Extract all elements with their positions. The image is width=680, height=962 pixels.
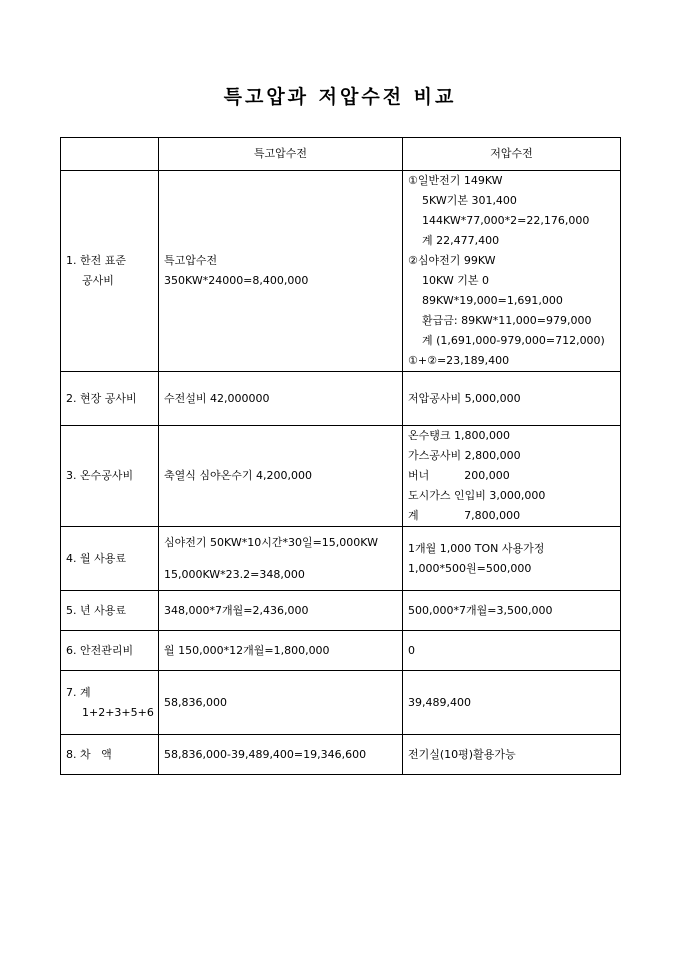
row-label: 4. 월 사용료 [61, 527, 159, 591]
comparison-table [60, 137, 621, 775]
page-title: 특고압과 저압수전 비교 [223, 86, 457, 108]
table-row [61, 591, 621, 631]
low-voltage-cell: ①일반전기 149KW 5KW기본 301,400 144KW*77,000*2=22,176,000 계 22,477,400 ②심야전기 99KW 10KW 기본 0 89KW*19,000=1,691,000 환급금: 89KW*11,000=979,000 계 (1,691,000-979,000=712,000) ①+②=23,189,400 [403, 171, 621, 372]
header-low-voltage: 저압수전 [403, 138, 621, 171]
table-row [61, 426, 621, 527]
row-label: 2. 현장 공사비 [61, 372, 159, 426]
high-voltage-cell: 58,836,000 [159, 671, 403, 735]
row-label: 5. 년 사용료 [61, 591, 159, 631]
high-voltage-cell: 58,836,000-39,489,400=19,346,600 [159, 735, 403, 775]
low-voltage-cell: 온수탱크 1,800,000 가스공사비 2,800,000 버너 200,000 도시가스 인입비 3,000,000 계 7,800,000 [403, 426, 621, 527]
high-voltage-cell: 348,000*7개월=2,436,000 [159, 591, 403, 631]
header-row [61, 138, 621, 171]
row-label: 8. 차 액 [61, 735, 159, 775]
low-voltage-cell: 1개월 1,000 TON 사용가정 1,000*500원=500,000 [403, 527, 621, 591]
header-high-voltage: 특고압수전 [159, 138, 403, 171]
high-voltage-cell: 심야전기 50KW*10시간*30일=15,000KW 15,000KW*23.2=348,000 [159, 527, 403, 591]
high-voltage-cell: 특고압수전 350KW*24000=8,400,000 [159, 171, 403, 372]
table-row [61, 171, 621, 372]
high-voltage-cell: 월 150,000*12개월=1,800,000 [159, 631, 403, 671]
high-voltage-cell: 수전설비 42,000000 [159, 372, 403, 426]
high-voltage-cell: 축열식 심야온수기 4,200,000 [159, 426, 403, 527]
header-blank [61, 138, 159, 171]
row-label: 7. 계 1+2+3+5+6 [61, 671, 159, 735]
low-voltage-cell: 0 [403, 631, 621, 671]
row-label: 1. 한전 표준 공사비 [61, 171, 159, 372]
table-row [61, 372, 621, 426]
row-label: 3. 온수공사비 [61, 426, 159, 527]
table-row [61, 527, 621, 591]
table-row [61, 735, 621, 775]
low-voltage-cell: 500,000*7개월=3,500,000 [403, 591, 621, 631]
low-voltage-cell: 39,489,400 [403, 671, 621, 735]
table-row [61, 631, 621, 671]
table-row [61, 671, 621, 735]
low-voltage-cell: 저압공사비 5,000,000 [403, 372, 621, 426]
low-voltage-cell: 전기실(10평)활용가능 [403, 735, 621, 775]
row-label: 6. 안전관리비 [61, 631, 159, 671]
